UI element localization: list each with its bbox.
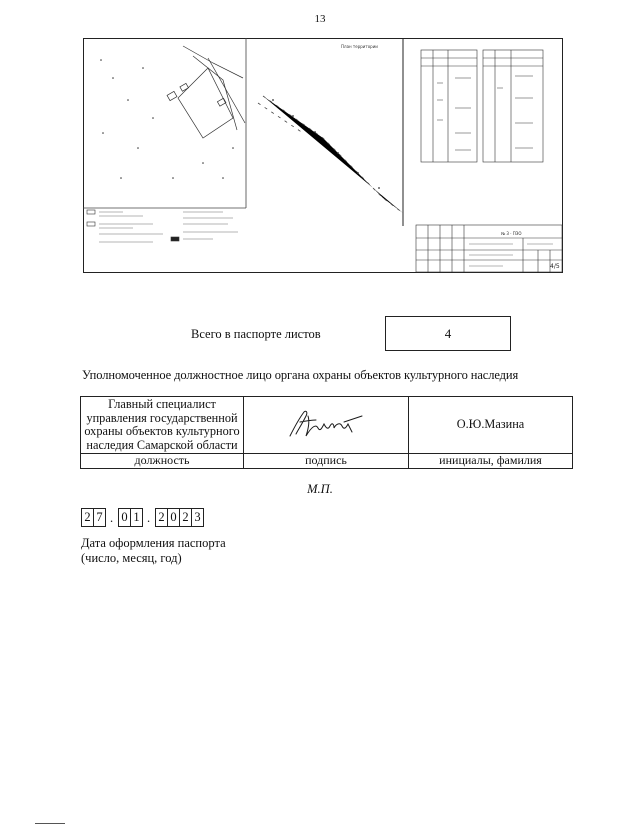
caption-signature: подпись bbox=[244, 454, 409, 469]
date-separator: . bbox=[109, 511, 114, 525]
authority-heading: Уполномоченное должностное лицо органа охраны объектов культурного наследия bbox=[82, 368, 519, 382]
date-boxes bbox=[81, 508, 203, 527]
position-line: управления государственной bbox=[86, 410, 238, 425]
page-number: 13 bbox=[314, 13, 326, 25]
date-caption bbox=[81, 536, 226, 566]
site-plan-drawing bbox=[83, 38, 563, 273]
official-name: О.Ю.Мазина bbox=[456, 417, 525, 432]
month-digit: 1 bbox=[130, 508, 143, 527]
caption-name: инициалы, фамилия bbox=[409, 454, 573, 469]
day-digit: 7 bbox=[93, 508, 106, 527]
title-block-stamp: № 3 · ПЗО bbox=[501, 231, 522, 236]
handwritten-signature bbox=[286, 406, 366, 440]
position-cell bbox=[81, 397, 244, 454]
sheets-label: Всего в паспорте листов bbox=[191, 327, 321, 341]
name-cell bbox=[409, 397, 573, 454]
date-caption-line: Дата оформления паспорта bbox=[81, 536, 226, 550]
month-digit: 0 bbox=[118, 508, 131, 527]
position-line: охраны объектов культурного bbox=[84, 424, 240, 438]
year-digit: 2 bbox=[155, 508, 168, 527]
footer-rule bbox=[35, 823, 65, 824]
sheets-count: 4 bbox=[444, 325, 452, 341]
signature-cell bbox=[244, 397, 409, 454]
sheets-count-box bbox=[385, 316, 511, 351]
date-separator: . bbox=[146, 511, 151, 525]
caption-position: должность bbox=[81, 454, 244, 469]
stamp-mark: М.П. bbox=[307, 482, 333, 496]
year-digit: 3 bbox=[191, 508, 204, 527]
plan-title: План территории bbox=[341, 44, 378, 49]
day-digit: 2 bbox=[81, 508, 94, 527]
signature-table bbox=[80, 396, 573, 469]
year-digit: 2 bbox=[179, 508, 192, 527]
position-line: наследия Самарской области bbox=[86, 437, 238, 452]
position-line: Главный специалист bbox=[108, 397, 216, 411]
year-digit: 0 bbox=[167, 508, 180, 527]
date-caption-line: (число, месяц, год) bbox=[81, 551, 182, 565]
title-block-sheet: 4/5 bbox=[550, 263, 560, 270]
